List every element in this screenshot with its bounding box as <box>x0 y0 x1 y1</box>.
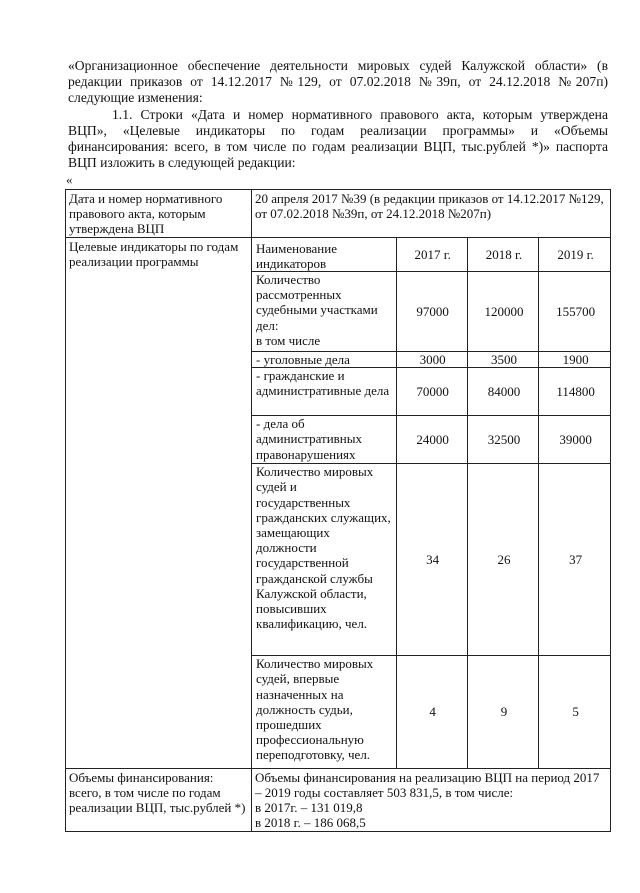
indicator-row <box>252 464 610 656</box>
table-row-financing <box>66 768 611 831</box>
intro-paragraph-1: «Организационное обеспечение деятельности мировых судей Калужской области» (в редакции приказов от 14.12.2017 №129, от 07.02.2018 №39п, от 24.12.2018 №207п) следующие изменения: <box>68 58 608 106</box>
table-row-act <box>66 190 611 238</box>
indicator-value-2019: 1900 <box>539 352 610 368</box>
act-value: 20 апреля 2017 №39 (в редакции приказов от 14.12.2017 №129, от 07.02.2018 №39п, от 24.12.2018 №207п) <box>252 190 611 238</box>
indicators-label: Целевые индикаторы по годам реализации программы <box>66 237 252 768</box>
indicator-row <box>252 368 610 416</box>
indicator-value-2019: 155700 <box>539 272 610 352</box>
indicators-cell <box>252 237 611 768</box>
header-name: Наименование индикаторов <box>252 238 396 272</box>
financing-2017: в 2017г. – 131 019,8 <box>255 800 363 816</box>
financing-label: Объемы финансирования: всего, в том числе по годам реализации ВЦП, тыс.рублей *) <box>66 768 252 831</box>
indicator-name: Количество мировых судей, впервые назначенных на должность судьи, прошедших профессиональную переподготовку, чел. <box>252 656 396 768</box>
indicator-row <box>252 416 610 464</box>
financing-2018: в 2018 г. – 186 068,5 <box>255 815 366 831</box>
indicator-name: Количество мировых судей и государственных гражданских служащих, замещающих должности государственной гражданской службы Калужской области, повысивших квалификацию, чел. <box>252 464 396 656</box>
indicator-value-2018: 9 <box>467 656 538 768</box>
indicator-value-2018: 84000 <box>467 368 538 416</box>
indicator-value-2018: 3500 <box>467 352 538 368</box>
indicator-name: - дела об административных правонарушениях <box>252 416 396 464</box>
open-quote: « <box>66 172 73 187</box>
indicators-table <box>252 238 610 768</box>
indicator-value-2019: 114800 <box>539 368 610 416</box>
indicator-row <box>252 656 610 768</box>
indicator-value-2017: 24000 <box>396 416 467 464</box>
indicator-row <box>252 352 610 368</box>
indicator-value-2018: 26 <box>467 464 538 656</box>
intro-paragraph-2: 1.1. Строки «Дата и номер нормативного правового акта, которым утверждена ВЦП», «Целевые индикаторы по годам реализации программы» и «Объемы финансирования: всего, в том числе по годам реализации ВЦП, тыс.рублей *)» паспорта ВЦП изложить в следующей редакции: <box>68 106 608 171</box>
indicator-name: Количество рассмотренных судебными участками дел: в том числе <box>252 272 396 352</box>
indicator-value-2018: 120000 <box>467 272 538 352</box>
header-2018: 2018 г. <box>467 238 538 272</box>
indicator-name: - гражданские и административные дела <box>252 368 396 416</box>
indicators-header-row <box>252 238 610 272</box>
table-row-indicators <box>66 237 611 768</box>
indicator-row <box>252 272 610 352</box>
indicator-value-2019: 5 <box>539 656 610 768</box>
header-2017: 2017 г. <box>396 238 467 272</box>
indicator-value-2018: 32500 <box>467 416 538 464</box>
financing-value <box>252 768 611 831</box>
indicator-value-2017: 4 <box>396 656 467 768</box>
indicator-value-2019: 39000 <box>539 416 610 464</box>
intro-text <box>68 58 608 171</box>
indicator-value-2017: 34 <box>396 464 467 656</box>
indicator-value-2017: 97000 <box>396 272 467 352</box>
indicator-value-2017: 3000 <box>396 352 467 368</box>
passport-table <box>65 189 611 832</box>
indicator-value-2019: 37 <box>539 464 610 656</box>
act-label: Дата и номер нормативного правового акта, которым утверждена ВЦП <box>66 190 252 238</box>
header-2019: 2019 г. <box>539 238 610 272</box>
financing-total: Объемы финансирования на реализацию ВЦП на период 2017 – 2019 годы составляет 503 831,5, в том числе: <box>255 769 600 800</box>
indicator-value-2017: 70000 <box>396 368 467 416</box>
indicator-name: - уголовные дела <box>252 352 396 368</box>
